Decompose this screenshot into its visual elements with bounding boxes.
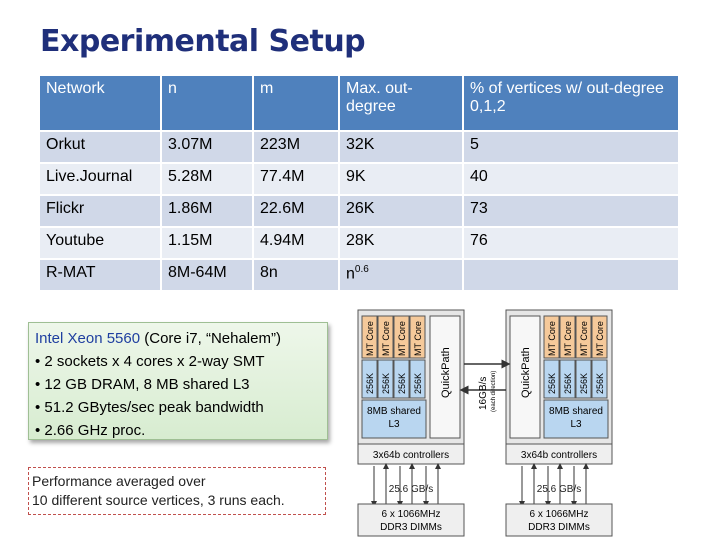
mt-core-label: MT Core (381, 321, 391, 356)
bandwidth-label-left: 25.6 GB/s (388, 484, 434, 495)
cell: Orkut (40, 132, 162, 164)
mt-core-label: MT Core (595, 321, 605, 356)
table-row (40, 132, 680, 164)
l3-label-left: 8MB shared (367, 406, 421, 417)
cell: 28K (340, 228, 464, 260)
mt-core-label: MT Core (413, 321, 423, 356)
cpu-model-line (35, 327, 321, 350)
cell: 3.07M (162, 132, 254, 164)
cell: 73 (464, 196, 680, 228)
cell: 8M-64M (162, 260, 254, 292)
cpu-bullet: • 2 sockets x 4 cores x 2-way SMT (35, 353, 265, 370)
cell: R-MAT (40, 260, 162, 292)
right-core-group (544, 316, 607, 398)
header-max-out-degree: Max. out-degree (340, 76, 464, 132)
performance-note (28, 467, 326, 515)
cell: 8n (254, 260, 340, 292)
table-row (40, 260, 680, 292)
cell: 5.28M (162, 164, 254, 196)
cell: 5 (464, 132, 680, 164)
cell: 26K (340, 196, 464, 228)
header-network: Network (40, 76, 162, 132)
cell: 1.86M (162, 196, 254, 228)
cell: 40 (464, 164, 680, 196)
l2-cache-label: 256K (579, 372, 589, 394)
l2-cache-label: 256K (413, 372, 423, 394)
cpu-bullet: • 12 GB DRAM, 8 MB shared L3 (35, 376, 250, 393)
nehalem-architecture-diagram (340, 298, 630, 540)
dimm-label-left: 6 x 1066MHz (381, 509, 441, 520)
page-title: Experimental Setup (40, 24, 366, 59)
cell: 22.6M (254, 196, 340, 228)
cell-exponent: 0.6 (354, 264, 369, 275)
l3-label-right-2: L3 (570, 419, 582, 430)
cell: 77.4M (254, 164, 340, 196)
table-row (40, 228, 680, 260)
mt-core-label: MT Core (397, 321, 407, 356)
cell: 223M (254, 132, 340, 164)
dimm-label-left-2: DDR3 DIMMs (380, 522, 442, 533)
cpu-model: Intel Xeon 5560 (35, 330, 141, 347)
cpu-bullet: • 51.2 GBytes/sec peak bandwidth (35, 399, 264, 416)
cell (464, 260, 680, 292)
quickpath-label-left: QuickPath (440, 347, 452, 398)
l2-cache-label: 256K (397, 372, 407, 394)
table-row (40, 164, 680, 196)
header-percent-vertices: % of vertices w/ out-degree 0,1,2 (464, 76, 680, 132)
link-direction-label: (each direction) (491, 370, 497, 412)
mt-core-label: MT Core (579, 321, 589, 356)
left-core-group (362, 316, 425, 398)
dataset-table (40, 76, 680, 292)
cell: Youtube (40, 228, 162, 260)
dimm-label-right-2: DDR3 DIMMs (528, 522, 590, 533)
cell: 9K (340, 164, 464, 196)
header-n: n (162, 76, 254, 132)
header-m: m (254, 76, 340, 132)
l3-label-right: 8MB shared (549, 406, 603, 417)
cell-base: n (346, 265, 355, 283)
cell: 32K (340, 132, 464, 164)
table-header-row (40, 76, 680, 132)
cell: Live.Journal (40, 164, 162, 196)
cell (340, 260, 464, 292)
l2-cache-label: 256K (381, 372, 391, 394)
bandwidth-label-right: 25.6 GB/s (536, 484, 582, 495)
controllers-label-right: 3x64b controllers (520, 450, 598, 461)
l3-label-left-2: L3 (388, 419, 400, 430)
quickpath-label-right: QuickPath (520, 347, 532, 398)
cpu-spec-box (28, 322, 328, 440)
table-row (40, 196, 680, 228)
cell: 1.15M (162, 228, 254, 260)
cell: 76 (464, 228, 680, 260)
dimm-label-right: 6 x 1066MHz (529, 509, 589, 520)
controllers-label-left: 3x64b controllers (372, 450, 450, 461)
mt-core-label: MT Core (547, 321, 557, 356)
cell: 4.94M (254, 228, 340, 260)
l2-cache-label: 256K (365, 372, 375, 394)
l2-cache-label: 256K (595, 372, 605, 394)
mt-core-label: MT Core (563, 321, 573, 356)
l2-cache-label: 256K (563, 372, 573, 394)
cpu-bullet: • 2.66 GHz proc. (35, 422, 146, 439)
note-line: Performance averaged over (32, 473, 206, 489)
link-speed-label: 16GB/s (478, 376, 489, 410)
l2-cache-label: 256K (547, 372, 557, 394)
cpu-model-suffix: (Core i7, “Nehalem”) (140, 330, 281, 347)
cell: Flickr (40, 196, 162, 228)
note-line: 10 different source vertices, 3 runs each. (32, 492, 285, 508)
mt-core-label: MT Core (365, 321, 375, 356)
